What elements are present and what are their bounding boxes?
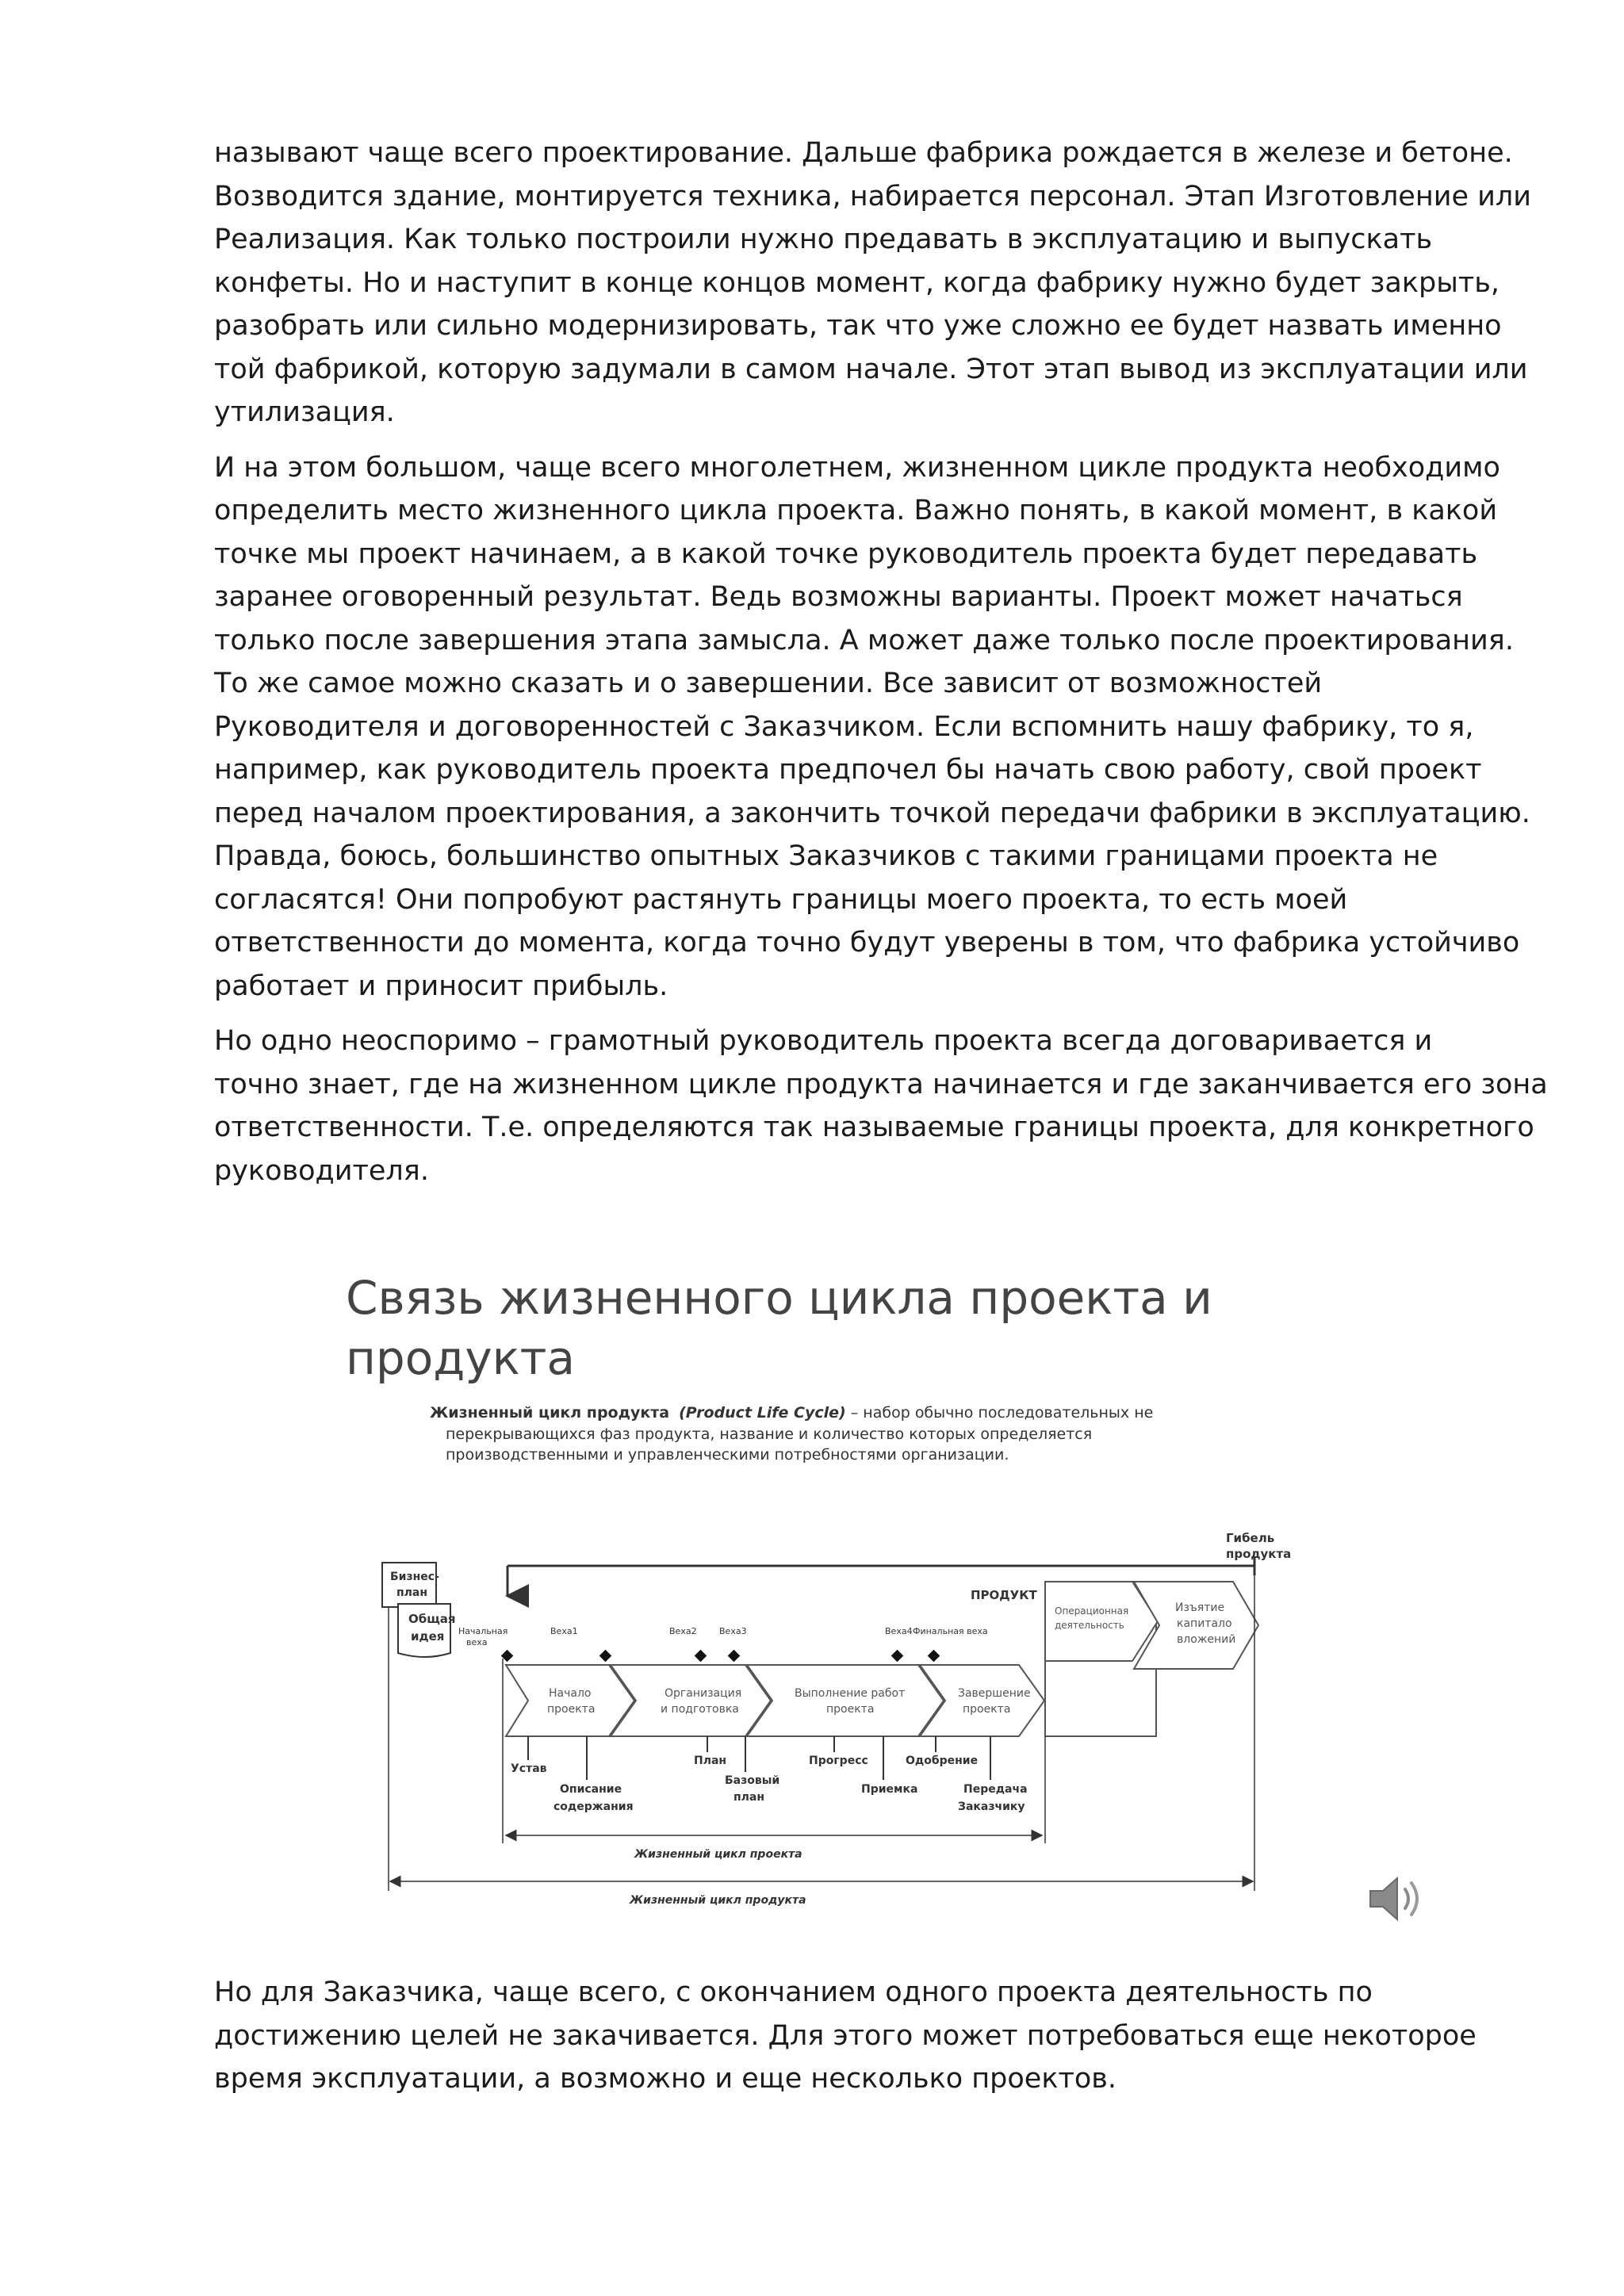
text-line: Но для Заказчика, чаще всего, с окончанием одного проекта деятельность по xyxy=(214,1976,1373,2008)
speaker-icon-svg xyxy=(1365,1867,1429,1931)
paragraph xyxy=(214,446,1530,1008)
phase1-label: Начало xyxy=(549,1687,592,1700)
text-line: работает и приносит прибыль. xyxy=(214,970,668,1002)
milestone-diamond xyxy=(891,1650,904,1663)
text-line: например, как руководитель проекта предпочел бы начать свою работу, свой проект xyxy=(214,754,1482,786)
paragraph xyxy=(214,1971,1483,2101)
definition-term-en: (Product Life Cycle) xyxy=(679,1404,846,1422)
text-line: ответственности. Т.е. определяются так называемые границы проекта, для конкретного xyxy=(214,1112,1534,1143)
withdrawal-label-3: вложений xyxy=(1177,1633,1236,1646)
deliverable-approval: Одобрение xyxy=(906,1755,979,1767)
phase-chevron-execution xyxy=(747,1665,944,1736)
paragraph xyxy=(214,1020,1548,1192)
milestone-2-label: Веха2 xyxy=(669,1626,697,1636)
deliverable-scope: Описание xyxy=(560,1783,622,1796)
definition-line3: производственными и управленческими потребностями организации. xyxy=(446,1446,1009,1464)
text-line: время эксплуатации, а возможно и еще несколько проектов. xyxy=(214,2063,1117,2095)
operations-label-2: деятельность xyxy=(1055,1620,1124,1631)
milestone-4-label: Веха4 xyxy=(885,1626,913,1636)
deliverable-progress: Прогресс xyxy=(809,1755,868,1767)
body-text-bottom xyxy=(214,1971,1483,2113)
death-label-2: продукта xyxy=(1226,1547,1292,1561)
bizplan-box xyxy=(382,1563,436,1607)
milestone-start-label-2: веха xyxy=(466,1637,488,1647)
text-line: Возводится здание, монтируется техника, набирается персонал. Этап Изготовление или xyxy=(214,180,1531,212)
text-line: Руководителя и договоренностей с Заказчиком. Если вспомнить нашу фабрику, то я, xyxy=(214,710,1474,743)
text-line: называют чаще всего проектирование. Дальше фабрика рождается в железе и бетоне. xyxy=(214,137,1513,169)
phase4-label: Завершение xyxy=(958,1687,1031,1700)
phase3-label: Выполнение работ xyxy=(795,1687,906,1700)
deliverable-baseline-2: план xyxy=(733,1791,765,1804)
text-line: достижению целей не закачивается. Для этого может потребоваться еще некоторое xyxy=(214,2019,1477,2052)
death-label: Гибель xyxy=(1226,1531,1275,1545)
deliverable-plan: План xyxy=(694,1755,727,1767)
text-line: точно знает, где на жизненном цикле продукта начинается и где заканчивается его зона xyxy=(214,1068,1548,1100)
definition-rest: – набор обычно последовательных не xyxy=(850,1404,1154,1422)
text-line: конфеты. Но и наступит в конце концов момент, когда фабрику нужно будет закрыть, xyxy=(214,266,1500,299)
milestone-diamond xyxy=(728,1650,741,1663)
milestone-diamond xyxy=(599,1650,612,1663)
bizplan-label-2: план xyxy=(396,1586,428,1599)
bizplan-label: Бизнес- xyxy=(390,1571,439,1583)
embedded-slide xyxy=(333,1265,1324,1946)
text-line: согласятся! Они попробуют растянуть границы моего проекта, то есть моей xyxy=(214,883,1348,916)
phase2-label: Организация xyxy=(665,1687,742,1700)
withdrawal-label-2: капитало xyxy=(1177,1617,1232,1630)
product-label: ПРОДУКТ xyxy=(971,1588,1037,1602)
text-line: разобрать или сильно модернизировать, так что уже сложно ее будет назвать именно xyxy=(214,310,1502,342)
milestone-diamond xyxy=(928,1650,940,1663)
milestone-start-label: Начальная xyxy=(458,1626,508,1636)
text-line: ответственности до момента, когда точно будут уверены в том, что фабрика устойчиво xyxy=(214,927,1520,959)
text-line: точке мы проект начинаем, а в какой точке руководитель проекта будет передавать xyxy=(214,538,1478,570)
phase-chevron-start xyxy=(506,1665,634,1736)
text-line: руководителя. xyxy=(214,1154,429,1187)
deliverable-baseline: Базовый xyxy=(725,1774,780,1787)
idea-label: Общая xyxy=(408,1612,456,1626)
text-line: Но одно неоспоримо – грамотный руководитель проекта всегда договаривается и xyxy=(214,1025,1433,1057)
slide-title-line1: Связь жизненного цикла проекта и xyxy=(346,1271,1212,1325)
deliverable-handover: Передача xyxy=(963,1783,1028,1796)
text-line: той фабрикой, которую задумали в самом начале. Этот этап вывод из эксплуатации или xyxy=(214,353,1528,385)
slide-title-line2: продукта xyxy=(346,1331,576,1385)
text-line: перед началом проектирования, а закончить точкой передачи фабрики в эксплуатацию. xyxy=(214,797,1530,829)
text-line: определить место жизненного цикла проекта. Важно понять, в какой момент, в какой xyxy=(214,495,1498,526)
withdrawal-label: Изъятие xyxy=(1175,1601,1225,1614)
idea-label-2: идея xyxy=(411,1629,445,1644)
deliverable-charter: Устав xyxy=(511,1762,547,1775)
speaker-icon[interactable] xyxy=(1365,1867,1429,1931)
definition-line2: перекрывающихся фаз продукта, название и количество которых определяется xyxy=(446,1425,1093,1443)
body-text-top xyxy=(214,132,1548,1204)
milestone-diamond xyxy=(695,1650,707,1663)
product-lifecycle-label: Жизненный цикл продукта xyxy=(630,1894,806,1907)
text-line: И на этом большом, чаще всего многолетнем, жизненном цикле продукта необходимо xyxy=(214,451,1500,484)
milestone-final-label: Финальная веха xyxy=(913,1626,988,1636)
project-lifecycle-label: Жизненный цикл проекта xyxy=(634,1848,802,1861)
milestone-3-label: Веха3 xyxy=(719,1626,747,1636)
definition-term: Жизненный цикл продукта xyxy=(430,1404,670,1422)
lifecycle-slide-svg xyxy=(333,1265,1324,1946)
deliverable-acceptance: Приемка xyxy=(861,1783,918,1796)
phase2-label-2: и подготовка xyxy=(661,1703,739,1716)
deliverable-scope-2: содержания xyxy=(553,1800,634,1813)
text-line: только после завершения этапа замысла. А может даже только после проектирования. xyxy=(214,624,1514,656)
operations-label: Операционная xyxy=(1055,1605,1129,1617)
text-line: Правда, боюсь, большинство опытных Заказчиков с такими границами проекта не xyxy=(214,840,1438,872)
text-line: Реализация. Как только построили нужно предавать в эксплуатацию и выпускать xyxy=(214,224,1433,255)
phase1-label-2: проекта xyxy=(547,1703,596,1716)
phase3-label-2: проекта xyxy=(826,1703,875,1716)
text-line: утилизация. xyxy=(214,396,395,428)
text-line: То же самое можно сказать и о завершении. Все зависит от возможностей xyxy=(214,668,1323,699)
deliverable-handover-2: Заказчику xyxy=(958,1800,1025,1813)
text-line: заранее оговоренный результат. Ведь возможны варианты. Проект может начаться xyxy=(214,581,1463,613)
definition-line1 xyxy=(430,1404,1153,1422)
phase4-label-2: проекта xyxy=(963,1703,1011,1716)
milestone-1-label: Веха1 xyxy=(550,1626,578,1636)
paragraph xyxy=(214,132,1531,434)
